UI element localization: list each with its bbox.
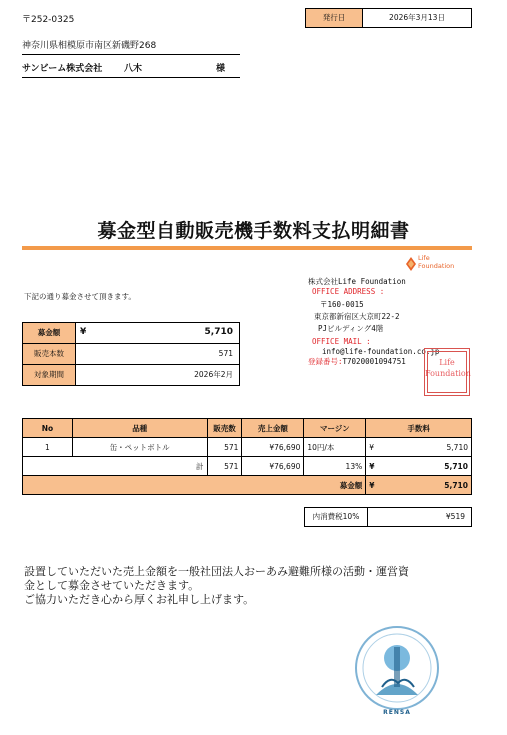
sender-address2: PJビルディング4階 bbox=[318, 324, 384, 333]
row-sales: ¥76,690 bbox=[242, 438, 304, 457]
recipient-address: 神奈川県相模原市南区新磯野268 bbox=[22, 41, 157, 51]
donation-value: 5,710 bbox=[204, 327, 233, 337]
total-label: 計 bbox=[23, 457, 208, 476]
sender-mail: info@life-foundation.co.jp bbox=[322, 347, 440, 356]
row-margin: 10円/本 bbox=[304, 438, 366, 457]
row-no: 1 bbox=[23, 438, 73, 457]
reg-number: T7020001094751 bbox=[342, 357, 406, 366]
col-count: 販売数 bbox=[207, 419, 242, 438]
message-line-2: 金として募金させていただきます。 bbox=[24, 579, 200, 592]
rensa-emblem bbox=[354, 625, 440, 720]
table-header-row bbox=[23, 419, 472, 438]
period-label: 対象期間 bbox=[22, 364, 76, 386]
col-margin: マージン bbox=[304, 419, 366, 438]
issue-date-value: 2026年3月13日 bbox=[362, 8, 472, 28]
donation-row-value: 5,710 bbox=[444, 480, 468, 490]
title-underline bbox=[22, 246, 472, 250]
row-fee: 5,710 bbox=[446, 442, 468, 452]
units-value: 571 bbox=[75, 343, 240, 365]
total-margin: 13% bbox=[304, 457, 366, 476]
recipient-honorific: 様 bbox=[216, 64, 226, 74]
sender-postal: 〒160-0015 bbox=[320, 300, 364, 309]
page-title: 募金型自動販売機手数料支払明細書 bbox=[97, 220, 410, 242]
total-fee-currency: ¥ bbox=[369, 461, 375, 471]
emblem-text: RENSA bbox=[383, 709, 411, 716]
issue-date-label: 発行日 bbox=[305, 8, 363, 28]
fee-table bbox=[22, 418, 472, 495]
col-sales: 売上金額 bbox=[242, 419, 304, 438]
donation-row-currency: ¥ bbox=[369, 480, 375, 490]
intro-text: 下記の通り募金させて頂きます。 bbox=[24, 292, 136, 301]
office-address-label: OFFICE ADDRESS : bbox=[312, 287, 385, 296]
office-mail-label: OFFICE MAIL : bbox=[312, 337, 371, 346]
units-label: 販売本数 bbox=[22, 343, 76, 365]
message bbox=[24, 565, 484, 607]
row-item: 缶・ペットボトル bbox=[72, 438, 207, 457]
company-seal bbox=[424, 348, 470, 396]
recipient-company: サンビーム株式会社 bbox=[22, 64, 103, 74]
message-line-1: 設置していただいた売上金額を一般社団法人おーあみ避難所様の活動・運営資 bbox=[24, 565, 409, 578]
recipient-postal: 〒252-0325 bbox=[22, 15, 75, 25]
col-no: No bbox=[23, 419, 73, 438]
donation-label: 募金額 bbox=[22, 322, 76, 344]
total-fee: 5,710 bbox=[444, 461, 468, 471]
sender-address1: 東京都新宿区大京町22-2 bbox=[314, 312, 400, 321]
tax-label: 内消費税10% bbox=[304, 507, 368, 527]
total-sales: ¥76,690 bbox=[242, 457, 304, 476]
recipient-person: 八木 bbox=[124, 64, 143, 74]
donation-value-cell bbox=[75, 322, 240, 344]
col-item: 品種 bbox=[72, 419, 207, 438]
period-value: 2026年2月 bbox=[75, 364, 240, 386]
total-count: 571 bbox=[207, 457, 242, 476]
logo-line-1: Life bbox=[418, 254, 430, 262]
total-fee-cell bbox=[366, 457, 472, 476]
logo-line-2: Foundation bbox=[418, 262, 455, 270]
divider bbox=[22, 54, 240, 55]
life-foundation-logo bbox=[404, 254, 464, 274]
table-row bbox=[23, 438, 472, 457]
reg-label: 登録番号: bbox=[308, 357, 343, 366]
donation-row-cell bbox=[366, 476, 472, 495]
row-fee-currency: ¥ bbox=[369, 442, 374, 452]
tax-value: ¥519 bbox=[367, 507, 472, 527]
message-line-3: ご協力いただき心から厚くお礼申し上げます。 bbox=[24, 593, 255, 606]
row-count: 571 bbox=[207, 438, 242, 457]
table-total-row bbox=[23, 457, 472, 476]
row-fee-cell bbox=[366, 438, 472, 457]
divider bbox=[22, 77, 240, 78]
donation-currency: ¥ bbox=[80, 327, 87, 337]
sender-company: 株式会社Life Foundation bbox=[308, 277, 406, 286]
table-donation-row bbox=[23, 476, 472, 495]
donation-row-label: 募金額 bbox=[23, 476, 366, 495]
seal-text: Life Foundation bbox=[425, 358, 471, 378]
col-fee: 手数料 bbox=[366, 419, 472, 438]
